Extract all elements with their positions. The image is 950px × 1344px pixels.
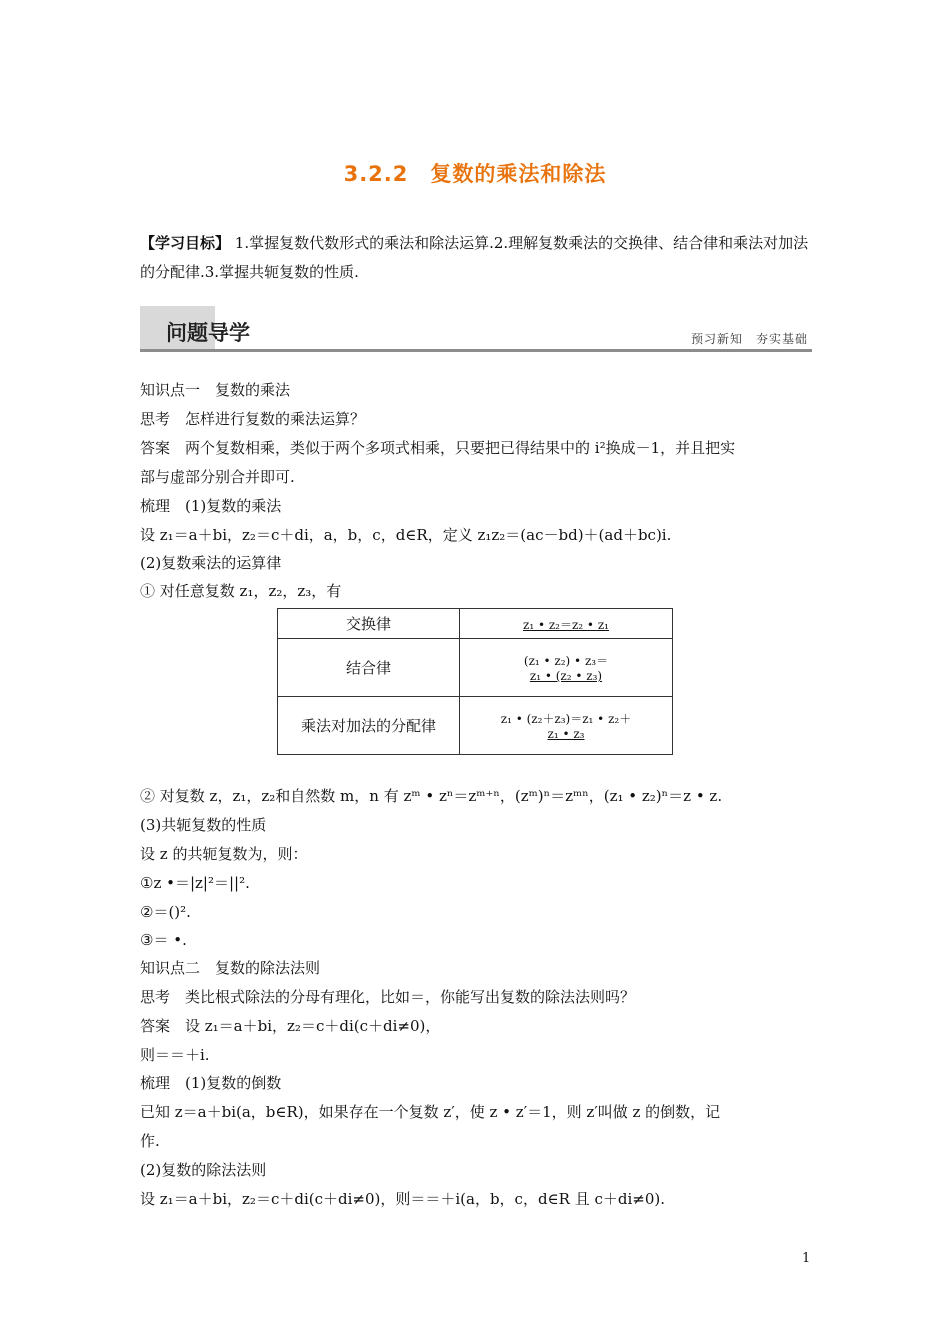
section-divider — [140, 349, 812, 352]
text-line: ① 对任意复数 z₁，z₂，z₃，有 — [140, 582, 342, 600]
table-row — [278, 697, 673, 755]
law-name: 乘法对加法的分配律 — [278, 697, 460, 755]
page-number: 1 — [802, 1251, 811, 1266]
text-line: 思考 类比根式除法的分母有理化，比如＝，你能写出复数的除法法则吗？ — [140, 988, 636, 1006]
law-formula: z₁ • z₂＝z₂ • z₁ — [460, 609, 673, 639]
text-line: 梳理 (1)复数的倒数 — [140, 1074, 282, 1092]
law-formula: (z₁ • z₂) • z₃＝ z₁ • (z₂ • z₃) — [460, 639, 673, 697]
text-line: 设 z₁＝a＋bi，z₂＝c＋di，a，b，c，d∈R，定义 z₁z₂＝(ac－bd)＋(ad＋bc)i. — [140, 526, 672, 544]
text-line: 部与虚部分别合并即可. — [140, 468, 295, 486]
text-line: 已知 z＝a＋bi(a，b∈R)，如果存在一个复数 z′，使 z • z′＝1，则 z′叫做 z 的倒数，记 — [140, 1103, 721, 1121]
goals-text: 1.掌握复数代数形式的乘法和除法运算.2.理解复数乘法的交换律、结合律和乘法对加法的分配律.3.掌握共轭复数的性质. — [140, 234, 809, 281]
multiplication-laws-table — [277, 608, 673, 755]
text-line: 思考 怎样进行复数的乘法运算？ — [140, 410, 366, 428]
text-line: (2)复数乘法的运算律 — [140, 554, 282, 572]
text-line: 梳理 (1)复数的乘法 — [140, 497, 282, 515]
section-title: 问题导学 — [166, 321, 250, 345]
text-line: 知识点一 复数的乘法 — [140, 381, 291, 399]
text-line: 答案 两个复数相乘，类似于两个多项式相乘，只要把已得结果中的 i²换成－1，并且把实 — [140, 439, 736, 457]
law-name: 交换律 — [278, 609, 460, 639]
goals-tag: 【学习目标】 — [140, 234, 231, 252]
text-line: 设 z₁＝a＋bi，z₂＝c＋di(c＋di≠0)，则＝＝＋i(a，b，c，d∈R 且 c＋di≠0). — [140, 1190, 666, 1208]
section-subtitle: 预习新知 夯实基础 — [690, 332, 808, 346]
text-line: (3)共轭复数的性质 — [140, 816, 267, 834]
text-line: 答案 设 z₁＝a＋bi，z₂＝c＋di(c＋di≠0)， — [140, 1017, 441, 1035]
text-line: ②＝()². — [140, 903, 191, 921]
text-line: 作. — [140, 1132, 160, 1150]
law-formula: z₁ • (z₂＋z₃)＝z₁ • z₂＋ z₁ • z₃ — [460, 697, 673, 755]
text-line: (2)复数的除法法则 — [140, 1161, 267, 1179]
text-line: ③＝ •. — [140, 931, 187, 949]
text-line: 则＝＝＋i. — [140, 1046, 210, 1064]
page-title: 3.2.2 复数的乘法和除法 — [343, 162, 607, 186]
text-line: ② 对复数 z，z₁，z₂和自然数 m，n 有 zᵐ • zⁿ＝zᵐ⁺ⁿ，(zᵐ)ⁿ＝zᵐⁿ，(z₁ • z₂)ⁿ＝z • z. — [140, 787, 723, 805]
text-line: 知识点二 复数的除法法则 — [140, 959, 321, 977]
law-name: 结合律 — [278, 639, 460, 697]
learning-goals — [140, 229, 812, 287]
table-row — [278, 609, 673, 639]
text-line: ①z •＝|z|²＝||². — [140, 874, 250, 892]
text-line: 设 z 的共轭复数为，则： — [140, 845, 308, 863]
table-row — [278, 639, 673, 697]
